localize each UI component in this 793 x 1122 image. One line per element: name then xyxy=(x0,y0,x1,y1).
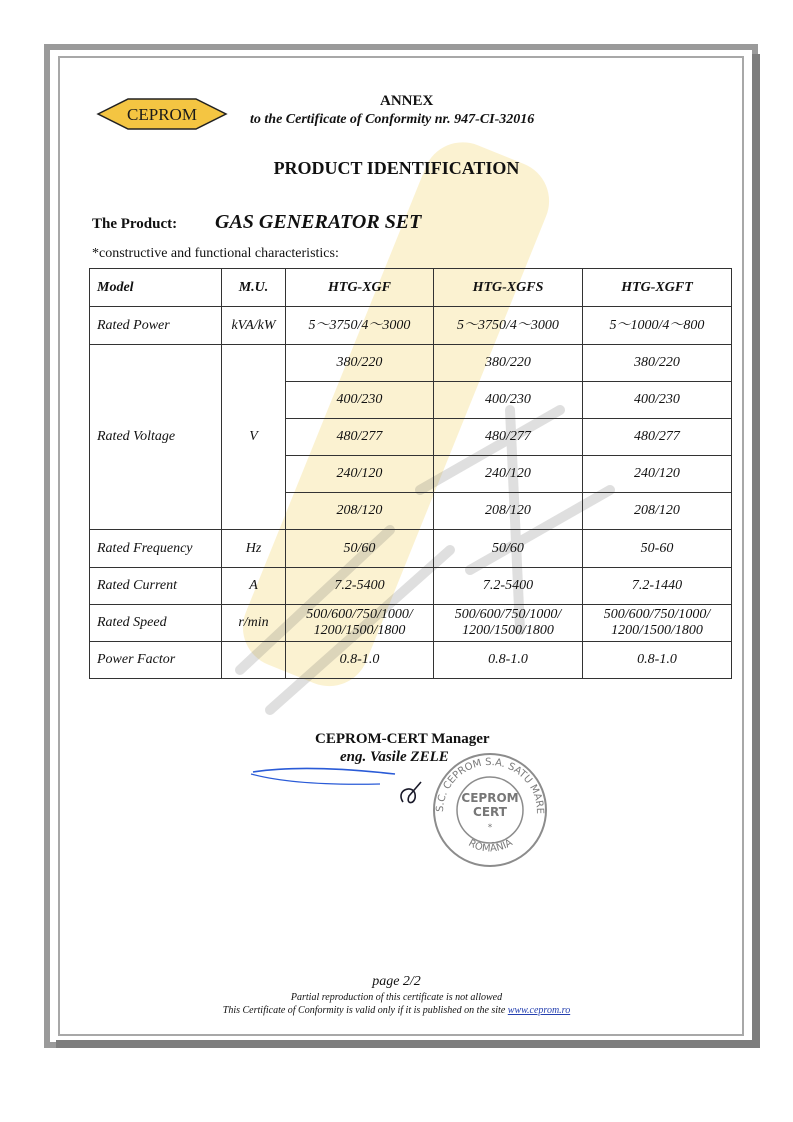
logo-text: CEPROM xyxy=(127,105,197,124)
stamp-outer-text: S.C. CEPROM S.A. SATU MARE xyxy=(434,756,546,815)
speed-line-1: 500/600/750/1000/ xyxy=(603,607,711,622)
footer-validity xyxy=(0,1005,793,1016)
row-unit: V xyxy=(222,345,286,530)
table-cell: 7.2-1440 xyxy=(583,568,732,605)
table-row xyxy=(90,530,732,568)
row-unit: kVA/kW xyxy=(222,307,286,345)
annex-subtitle: to the Certificate of Conformity nr. 947-CI-32016 xyxy=(250,112,535,127)
table-cell: 50/60 xyxy=(286,530,434,568)
table-cell: 50-60 xyxy=(583,530,732,568)
footer-validity-text: This Certificate of Conformity is valid only if it is published on the site xyxy=(222,1005,508,1016)
table-cell: 400/230 xyxy=(286,382,434,419)
table-cell: 240/120 xyxy=(286,456,434,493)
table-row xyxy=(90,307,732,345)
website-link[interactable]: www.ceprom.ro xyxy=(507,1005,571,1016)
stamp-star: * xyxy=(487,823,493,833)
row-label: Rated Speed xyxy=(90,605,222,642)
table-row xyxy=(90,605,732,642)
table-cell: 380/220 xyxy=(583,345,732,382)
product-value: GAS GENERATOR SET xyxy=(215,211,422,233)
table-row xyxy=(90,642,732,679)
ceprom-logo xyxy=(96,96,228,132)
speed-line-2: 1200/1500/1800 xyxy=(611,623,703,638)
table-row xyxy=(90,345,732,382)
characteristics-note: *constructive and functional characteristics: xyxy=(92,246,339,261)
speed-line-1: 500/600/750/1000/ xyxy=(306,607,413,622)
table-cell xyxy=(434,605,583,642)
table-cell: 7.2-5400 xyxy=(286,568,434,605)
table-header-row xyxy=(90,269,732,307)
header-model: Model xyxy=(90,269,222,307)
table-cell xyxy=(583,605,732,642)
manager-title: CEPROM-CERT Manager xyxy=(315,731,490,747)
table-cell: 0.8-1.0 xyxy=(583,642,732,679)
spec-table xyxy=(89,268,732,679)
table-cell: 7.2-5400 xyxy=(434,568,583,605)
table-cell: 5～3750/4～3000 xyxy=(286,307,434,345)
header-htg-xgfs: HTG-XGFS xyxy=(434,269,583,307)
signature-graphic xyxy=(245,760,435,810)
row-unit: A xyxy=(222,568,286,605)
stamp-center-line2: CERT xyxy=(473,805,507,819)
manager-name: eng. Vasile ZELE xyxy=(340,749,449,765)
row-label: Rated Power xyxy=(90,307,222,345)
row-label: Rated Voltage xyxy=(90,345,222,530)
row-label: Rated Current xyxy=(90,568,222,605)
row-label: Rated Frequency xyxy=(90,530,222,568)
row-label: Power Factor xyxy=(90,642,222,679)
table-cell: 208/120 xyxy=(434,493,583,530)
product-label: The Product: xyxy=(92,216,178,232)
table-cell: 0.8-1.0 xyxy=(434,642,583,679)
table-cell: 400/230 xyxy=(434,382,583,419)
table-cell: 5～3750/4～3000 xyxy=(434,307,583,345)
table-cell: 480/277 xyxy=(286,419,434,456)
speed-line-1: 500/600/750/1000/ xyxy=(454,607,562,622)
stamp-center-line1: CEPROM xyxy=(461,791,519,805)
header-mu: M.U. xyxy=(222,269,286,307)
table-cell: 208/120 xyxy=(286,493,434,530)
row-unit: Hz xyxy=(222,530,286,568)
table-cell: 50/60 xyxy=(434,530,583,568)
row-unit: r/min xyxy=(222,605,286,642)
speed-line-2: 1200/1500/1800 xyxy=(313,623,406,638)
frame-shadow-right xyxy=(752,54,760,1048)
header-htg-xgf: HTG-XGF xyxy=(286,269,434,307)
table-cell xyxy=(286,605,434,642)
section-title: PRODUCT IDENTIFICATION xyxy=(273,158,520,178)
table-cell: 480/277 xyxy=(583,419,732,456)
table-row xyxy=(90,568,732,605)
annex-title: ANNEX xyxy=(380,93,434,109)
table-cell: 480/277 xyxy=(434,419,583,456)
table-cell: 380/220 xyxy=(434,345,583,382)
company-stamp xyxy=(425,750,555,870)
footer-note: Partial reproduction of this certificate is not allowed xyxy=(290,992,503,1003)
table-cell: 240/120 xyxy=(583,456,732,493)
table-cell: 240/120 xyxy=(434,456,583,493)
table-cell: 400/230 xyxy=(583,382,732,419)
page-number: page 2/2 xyxy=(372,974,421,989)
table-cell: 208/120 xyxy=(583,493,732,530)
header-htg-xgft: HTG-XGFT xyxy=(583,269,732,307)
speed-line-2: 1200/1500/1800 xyxy=(462,623,554,638)
table-cell: 380/220 xyxy=(286,345,434,382)
stamp-bottom-text: ROMÂNIA xyxy=(466,837,515,855)
table-cell: 5～1000/4～800 xyxy=(583,307,732,345)
table-cell: 0.8-1.0 xyxy=(286,642,434,679)
frame-shadow-bottom xyxy=(56,1040,760,1048)
row-unit-empty xyxy=(222,642,286,679)
